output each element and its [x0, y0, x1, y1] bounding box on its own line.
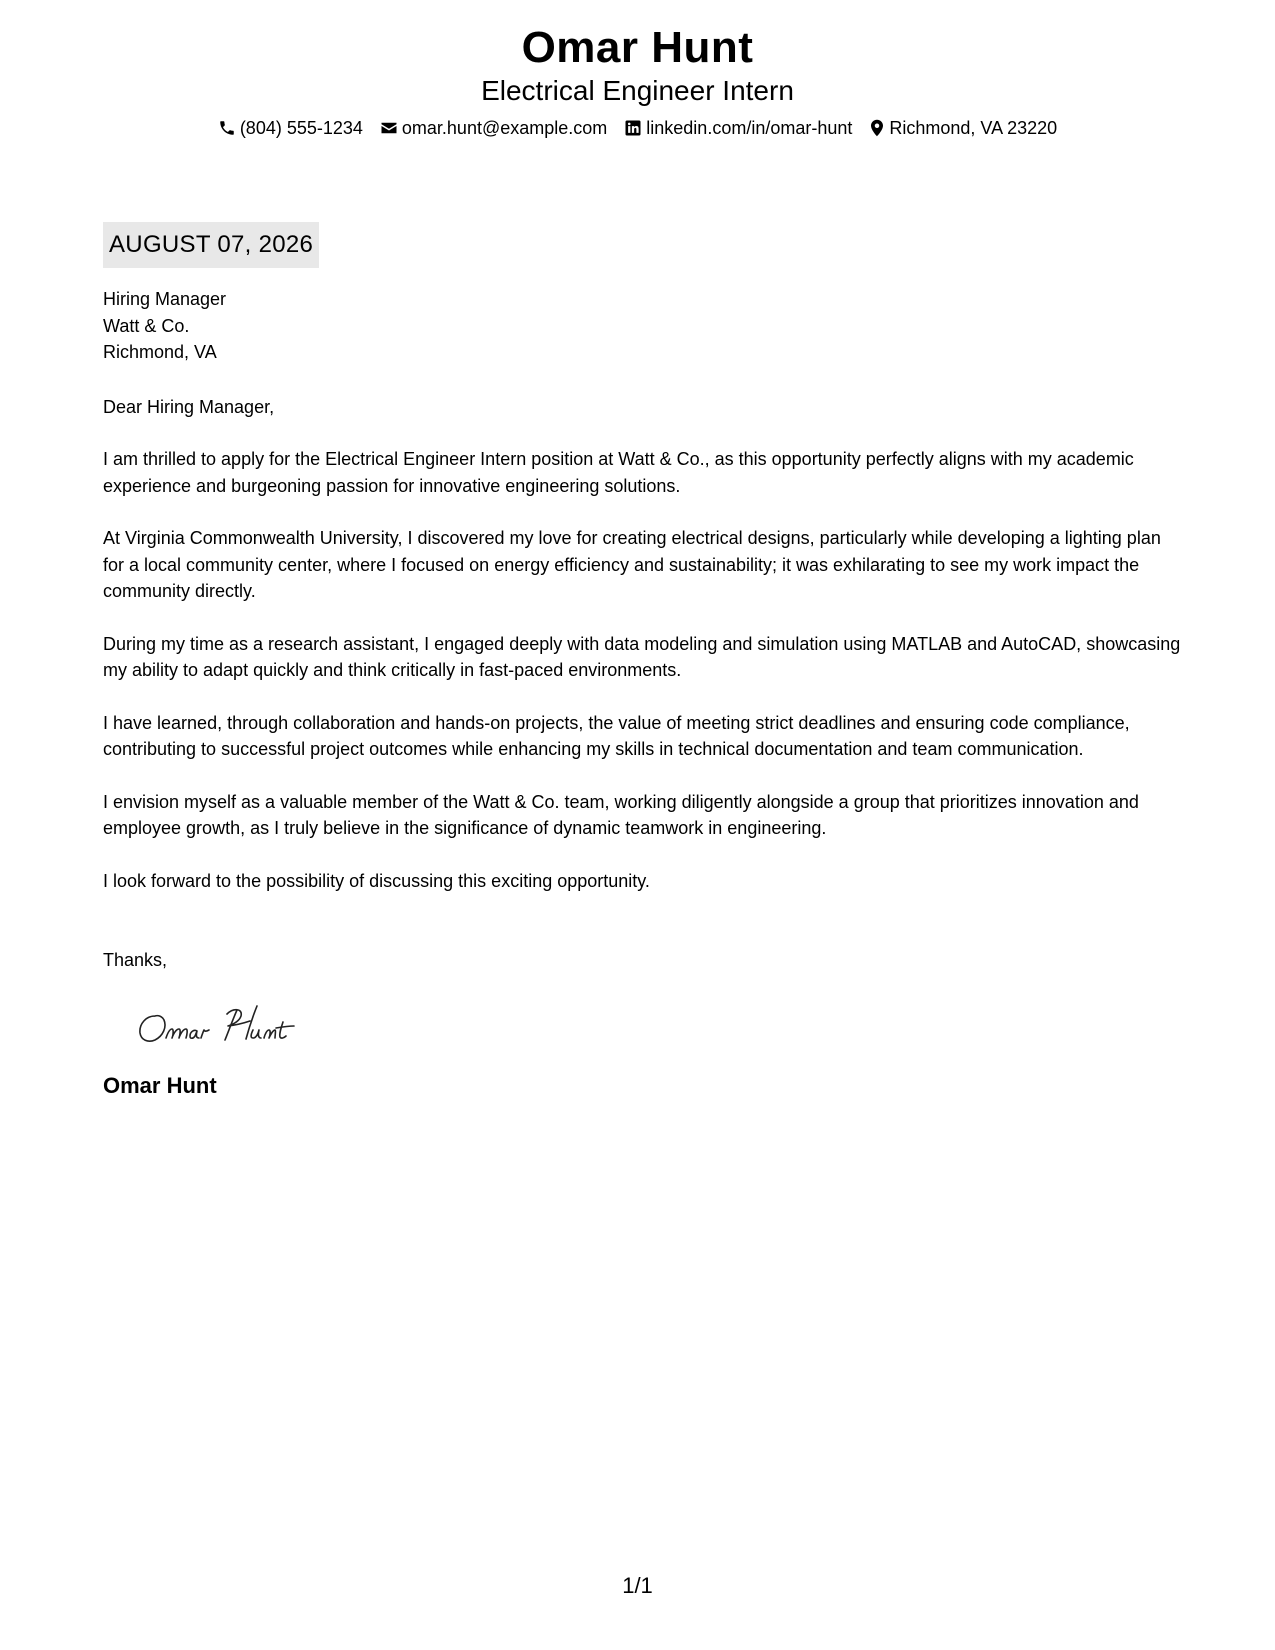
handwritten-signature	[133, 998, 353, 1054]
letter-body	[103, 286, 1183, 1100]
body-paragraph: I look forward to the possibility of discussing this exciting opportunity.	[103, 870, 650, 891]
contact-linkedin-text[interactable]: linkedin.com/in/omar-hunt	[646, 118, 853, 138]
map-pin-icon	[869, 119, 885, 137]
linkedin-icon	[624, 119, 642, 137]
body-paragraph: I am thrilled to apply for the Electrical Engineer Intern position at Watt & Co., as this opportunity perfectly aligns with my academic experience and burgeoning passion for innovative engineering solutions.	[103, 449, 1134, 496]
applicant-name: Omar Hunt	[521, 23, 754, 72]
recipient-line: Hiring Manager	[103, 289, 227, 309]
recipient-line: Richmond, VA	[103, 342, 217, 362]
recipient-block	[103, 286, 1183, 366]
letter-date: AUGUST 07, 2026	[103, 222, 319, 268]
envelope-icon	[380, 119, 398, 137]
recipient-line: Watt & Co.	[103, 315, 190, 336]
contact-phone	[218, 116, 363, 140]
letter-header	[0, 22, 1275, 140]
page-number: 1/1	[622, 1573, 653, 1598]
body-paragraph: I envision myself as a valuable member of the Watt & Co. team, working diligently alongside a group that prioritizes innovation and employee growth, as I truly believe in the significance of dynamic teamwork in engineering.	[103, 791, 1139, 838]
contact-email[interactable]	[380, 116, 607, 140]
body-paragraph: At Virginia Commonwealth University, I discovered my love for creating electrical designs, particularly while developing a lighting plan for a local community center, where I focused on energy efficiency and sustainability; it was exhilarating to see my work impact the community directly.	[103, 528, 1161, 601]
phone-icon	[218, 119, 236, 137]
contact-location	[869, 116, 1057, 140]
contact-phone-text: (804) 555-1234	[239, 118, 363, 138]
signer-name: Omar Hunt	[103, 1072, 217, 1098]
signature-image	[133, 998, 1183, 1054]
contact-linkedin[interactable]	[624, 116, 852, 140]
applicant-title: Electrical Engineer Intern	[481, 75, 794, 106]
body-paragraph: I have learned, through collaboration and hands-on projects, the value of meeting strict deadlines and ensuring code compliance, contributing to successful project outcomes while enhancing my skills in technical documentation and team communication.	[103, 712, 1130, 759]
contact-location-text: Richmond, VA 23220	[889, 118, 1058, 138]
closing: Thanks,	[103, 950, 168, 970]
body-paragraph: During my time as a research assistant, I engaged deeply with data modeling and simulation using MATLAB and AutoCAD, showcasing my ability to adapt quickly and think critically in fast-paced environments.	[103, 633, 1181, 680]
contact-bar	[0, 116, 1275, 140]
contact-email-text[interactable]: omar.hunt@example.com	[401, 118, 608, 138]
salutation: Dear Hiring Manager,	[103, 396, 275, 417]
